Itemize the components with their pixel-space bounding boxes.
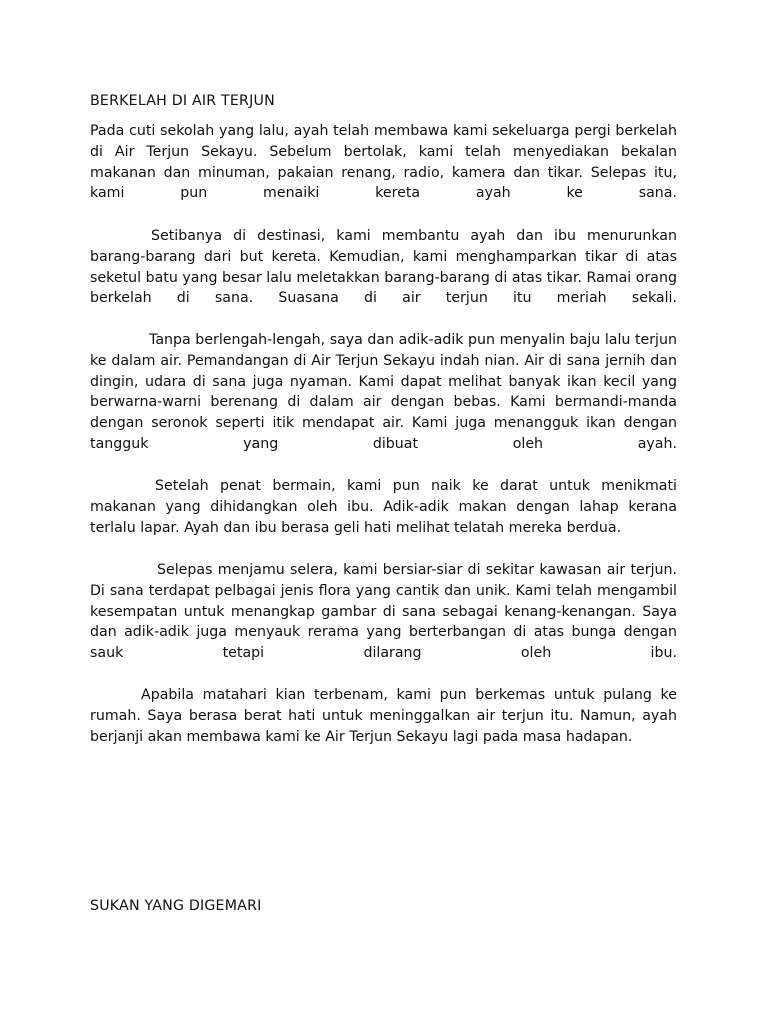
next-essay-title: SUKAN YANG DIGEMARI: [90, 898, 262, 914]
paragraph-4: Setelah penat bermain, kami pun naik ke darat untuk menikmati makanan yang dihidangkan oleh ibu. Adik-adik makan dengan lahap kerana terlalu lapar. Ayah dan ibu berasa geli hati melihat telatah mereka berdua.: [90, 478, 677, 536]
paragraph-2: Setibanya di destinasi, kami membantu ayah dan ibu menurunkan barang-barang dari but kereta. Kemudian, kami menghamparkan tikar di atas seketul batu yang besar lalu meletakkan barang-barang di atas tikar. Ramai orang berkelah di sana. Suasana di air terjun itu meriah sekali.: [90, 228, 677, 307]
paragraph-1: Pada cuti sekolah yang lalu, ayah telah membawa kami sekeluarga pergi berkelah di Air Terjun Sekayu. Sebelum bertolak, kami telah menyediakan bekalan makanan dan minuman, pakaian renang, radio, kamera dan tikar. Selepas itu, kami pun menaiki kereta ayah ke sana.: [90, 123, 677, 202]
paragraph-6: Apabila matahari kian terbenam, kami pun berkemas untuk pulang ke rumah. Saya berasa berat hati untuk meninggalkan air terjun itu. Namun, ayah berjanji akan membawa kami ke Air Terjun Sekayu lagi pada masa hadapan.: [90, 687, 677, 745]
paragraph-5: Selepas menjamu selera, kami bersiar-siar di sekitar kawasan air terjun. Di sana terdapat pelbagai jenis flora yang cantik dan unik. Kami telah mengambil kesempatan untuk menangkap gambar di sana sebagai kenang-kenangan. Saya dan adik-adik juga menyauk rerama yang berterbangan di atas bunga dengan sauk tetapi dilarang oleh ibu.: [90, 562, 677, 662]
essay-title: BERKELAH DI AIR TERJUN: [90, 93, 275, 109]
paragraph-3: Tanpa berlengah-lengah, saya dan adik-adik pun menyalin baju lalu terjun ke dalam air. Pemandangan di Air Terjun Sekayu indah nian. Air di sana jernih dan dingin, udara di sana juga nyaman. Kami dapat melihat banyak ikan kecil yang berwarna-warni berenang di dalam air dengan bebas. Kami bermandi-manda dengan seronok seperti itik mendapat air. Kami juga menangguk ikan dengan tangguk yang dibuat oleh ayah.: [90, 332, 677, 452]
